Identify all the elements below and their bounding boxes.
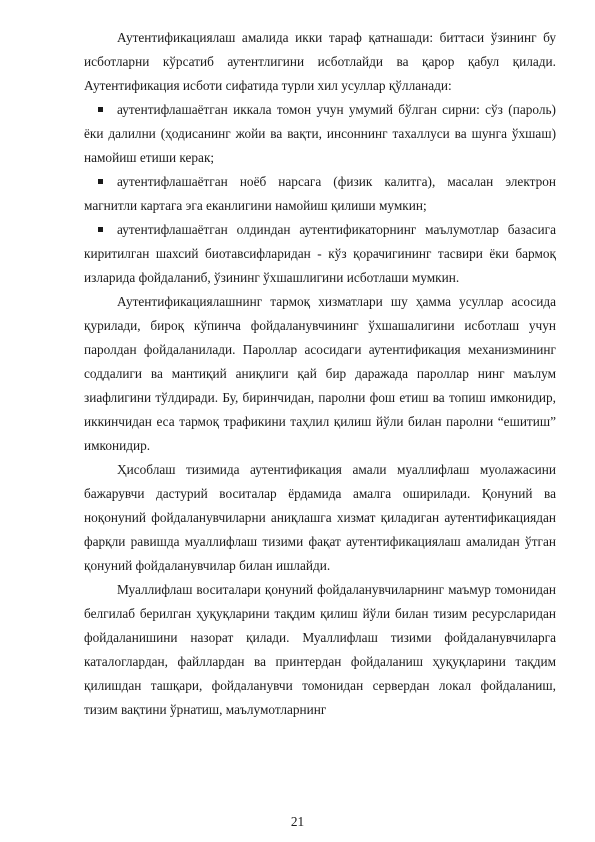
list-item-text: аутентифлашаётган олдиндан аутентификаторнинг маълумотлар базасига киритилган шахсий биотавсифларидан - кўз қорачигининг тасвири ёки бармоқ изларида фойдаланиб, ўзининг ўхшашлигини исботлаши мумкин.: [84, 222, 556, 285]
list-item: [84, 218, 556, 290]
bullet-square-icon: [98, 107, 103, 112]
paragraph-authorization: Ҳисоблаш тизимида аутентификация амали муаллифлаш муолажасини бажарувчи дастурий воситалар ёрдамида амалга оширилади. Қонуний ва ноқонуний фойдаланувчиларни аниқлашга хизмат қиладиган аутентификациядан фарқли равишда муаллифлаш тизими фақат аутентификациялаш амалидан ўтган қонуний фойдаланувчилар билан ишлайди.: [84, 462, 556, 573]
list-item: [84, 98, 556, 170]
page-number: 21: [290, 814, 305, 829]
bullet-square-icon: [98, 227, 103, 232]
list-item: [84, 170, 556, 218]
paragraph-authorization-tools: Муаллифлаш воситалари қонуний фойдаланувчиларнинг маъмур томонидан белгилаб берилган ҳуқуқларини тақдим қилиш йўли билан тизим ресурсларидан фойдаланишини назорат қилади. Муаллифлаш тизими фойдаланувчиларга каталоглардан, файллардан ва принтердан фойдаланиш ҳуқуқларини тақдим қилишдан ташқари, фойдаланувчи томонидан сервердан локал фойдаланиш, тизим вақтини ўрнатиш, маълумотларнинг: [84, 582, 556, 717]
list-item-text: аутентифлашаётган ноёб нарсага (физик калитга), масалан электрон магнитли картага эга еканлигини намойиш қилиши мумкин;: [84, 174, 556, 213]
list-item-text: аутентифлашаётган иккала томон учун умумий бўлган сирни: сўз (пароль) ёки далилни (ҳодисанинг жойи ва вақти, инсоннинг тахаллуси ва шунга ўхшаш) намойиш етиши керак;: [84, 102, 556, 165]
paragraph-password-auth: Аутентификациялашнинг тармоқ хизматлари шу ҳамма усуллар асосида қурилади, бироқ кўпинча фойдаланувчининг ўхшашалигини исботлаш учун паролдан фойдаланилади. Пароллар асосидаги аутентификация механизмининг соддалиги ва мантиқий аниқлиги қай бир даражада пароллар нинг маълум зиафлигини тўлдиради. Бу, биринчидан, паролни фош етиш ва топиш имконидир, иккинчидан еса тармоқ трафикини таҳлил қилиш йўли билан паролни “ешитиш” имконидир.: [84, 294, 556, 453]
document-page: [84, 26, 556, 722]
bullet-square-icon: [98, 179, 103, 184]
paragraph-intro: Аутентификациялаш амалида икки тараф қатнашади: биттаси ўзининг бу исботларни кўрсатиб аутентлигини исботлайди ва қарор қабул қилади. Аутентификация исботи сифатида турли хил усуллар қўлланади:: [84, 30, 556, 93]
